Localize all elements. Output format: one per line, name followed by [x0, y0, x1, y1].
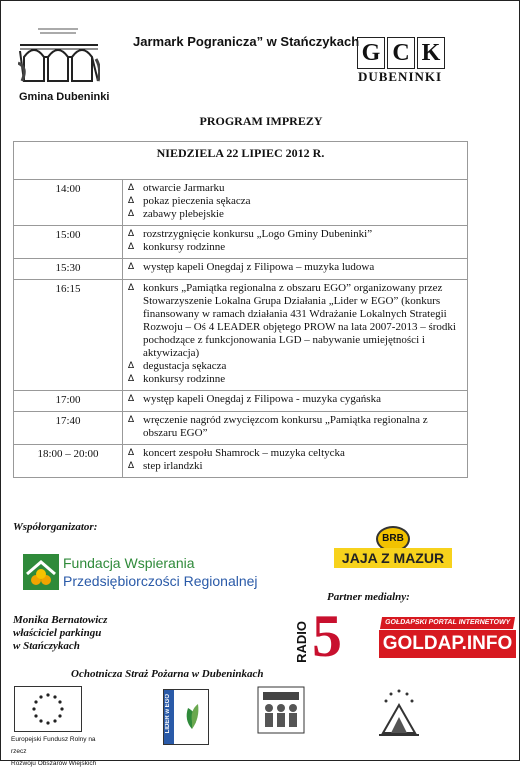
fundacja-line1: Fundacja Wspierania [63, 555, 195, 571]
schedule-item: ∆ występ kapeli Onegdaj z Filipowa – muzyka ludowa [127, 261, 463, 274]
schedule-item-list [127, 228, 463, 254]
schedule-item: ∆ koncert zespołu Shamrock – muzyka celtycka [127, 447, 463, 460]
schedule-items [123, 180, 468, 226]
schedule-items [123, 412, 468, 445]
event-title: Jarmark Pogranicza” w Stańczykach [133, 34, 360, 49]
goldap-logo [379, 617, 516, 661]
schedule-item: ∆ otwarcie Jarmarku [127, 182, 463, 195]
date-heading: NIEDZIELA 22 LIPIEC 2012 R. [14, 142, 468, 180]
schedule-time: 15:30 [14, 259, 123, 280]
prow-emblem-icon [377, 685, 421, 739]
schedule-item-list [127, 261, 463, 274]
radio-number: 5 [312, 603, 342, 669]
schedule-time: 16:15 [14, 280, 123, 391]
schedule-time: 17:00 [14, 391, 123, 412]
schedule-table [13, 141, 468, 478]
schedule-item: ∆ rozstrzygnięcie konkursu „Logo Gminy Dubeninki” [127, 228, 463, 241]
coorganizer-label: Współorganizator: [13, 521, 98, 533]
schedule-item: ∆ konkurs „Pamiątka regionalna z obszaru EGO” organizowany przez Stowarzyszenie Lokalna Grupa Działania „Lider w EGO” (konkurs finansowany w ramach działania 431 Wdrażanie Lokalnych Strategii Rozwoju – Oś 4 LEADER objętego PROW na lata 2007-2013 – środki pochodzące z funkcjonowania LGD – nabywanie umiejętności i aktywizacja) [127, 282, 463, 360]
lider-text: LIDER w EGO [165, 694, 171, 734]
monika-name: Monika Bernatowicz [13, 614, 108, 626]
sponsor-monika [13, 614, 107, 653]
fundacja-text [63, 554, 258, 590]
fundacja-line2: Przedsiębiorczości Regionalnej [63, 573, 258, 589]
fundacja-logo [23, 554, 268, 594]
schedule-time: 18:00 – 20:00 [14, 445, 123, 478]
date-row [14, 142, 468, 180]
schedule-item-list [127, 182, 463, 221]
eu-caption-line1: Europejski Fundusz Rolny na rzecz [11, 736, 96, 755]
gck-logo [353, 29, 447, 87]
schedule-time: 17:40 [14, 412, 123, 445]
gck-letter-g: G [357, 37, 385, 69]
jaja-main-text: JAJA Z MAZUR [334, 548, 452, 568]
schedule-items [123, 226, 468, 259]
schedule-item: ∆ wręczenie nagród zwycięzcom konkursu „Pamiątka regionalna z obszaru EGO” [127, 414, 463, 440]
schedule-item-list [127, 282, 463, 386]
gck-letter-c: C [387, 37, 415, 69]
eu-caption-line2: Rozwoju Obszarów Wiejskich [11, 760, 97, 767]
gck-subtitle: DUBENINKI [357, 69, 443, 84]
lider-band [164, 690, 174, 744]
osp-label: Ochotnicza Straż Pożarna w Dubeninkach [71, 668, 264, 680]
jaja-z-mazur-logo [334, 526, 452, 582]
schedule-row [14, 391, 468, 412]
schedule-items [123, 280, 468, 391]
eu-flag-icon [14, 686, 82, 732]
schedule-items [123, 445, 468, 478]
people-group-icon [257, 686, 305, 734]
leaf-icon [182, 702, 202, 730]
schedule-item-list [127, 414, 463, 440]
radio5-logo [294, 603, 356, 669]
monika-place: w Stańczykach [13, 640, 80, 652]
goldap-name: GOLDAP.INFO [379, 630, 516, 658]
schedule-item: ∆ pokaz pieczenia sękacza [127, 195, 463, 208]
jaja-brb-badge: BRB [376, 526, 410, 552]
schedule-row [14, 280, 468, 391]
schedule-row [14, 226, 468, 259]
gck-letters [357, 37, 443, 67]
schedule-item: ∆ występ kapeli Onegdaj z Filipowa - muzyka cygańska [127, 393, 463, 406]
schedule-item: ∆ step irlandzki [127, 460, 463, 473]
bridge-logo [18, 23, 100, 83]
schedule-row [14, 259, 468, 280]
goldap-tagline: GOŁDAPSKI PORTAL INTERNETOWY [380, 617, 515, 629]
schedule-row [14, 412, 468, 445]
eu-caption [11, 734, 111, 770]
schedule-time: 14:00 [14, 180, 123, 226]
media-partner-label: Partner medialny: [327, 591, 410, 603]
schedule-row [14, 180, 468, 226]
radio-word: RADIO [294, 621, 309, 663]
schedule-item: ∆ degustacja sękacza [127, 360, 463, 373]
schedule-items [123, 259, 468, 280]
schedule-items [123, 391, 468, 412]
schedule-item: ∆ konkursy rodzinne [127, 373, 463, 386]
program-title: PROGRAM IMPREZY [199, 114, 323, 128]
gck-letter-k: K [417, 37, 445, 69]
prow-logo [377, 685, 473, 739]
schedule-item: ∆ zabawy plebejskie [127, 208, 463, 221]
monika-role: właściciel parkingu [13, 627, 102, 639]
fundacja-house-icon [23, 554, 59, 590]
schedule-item-list [127, 393, 463, 406]
schedule-time: 15:00 [14, 226, 123, 259]
gmina-label: Gmina Dubeninki [19, 91, 110, 103]
schedule-item: ∆ konkursy rodzinne [127, 241, 463, 254]
schedule-row [14, 445, 468, 478]
schedule-item-list [127, 447, 463, 473]
lider-w-ego-logo [163, 689, 209, 745]
